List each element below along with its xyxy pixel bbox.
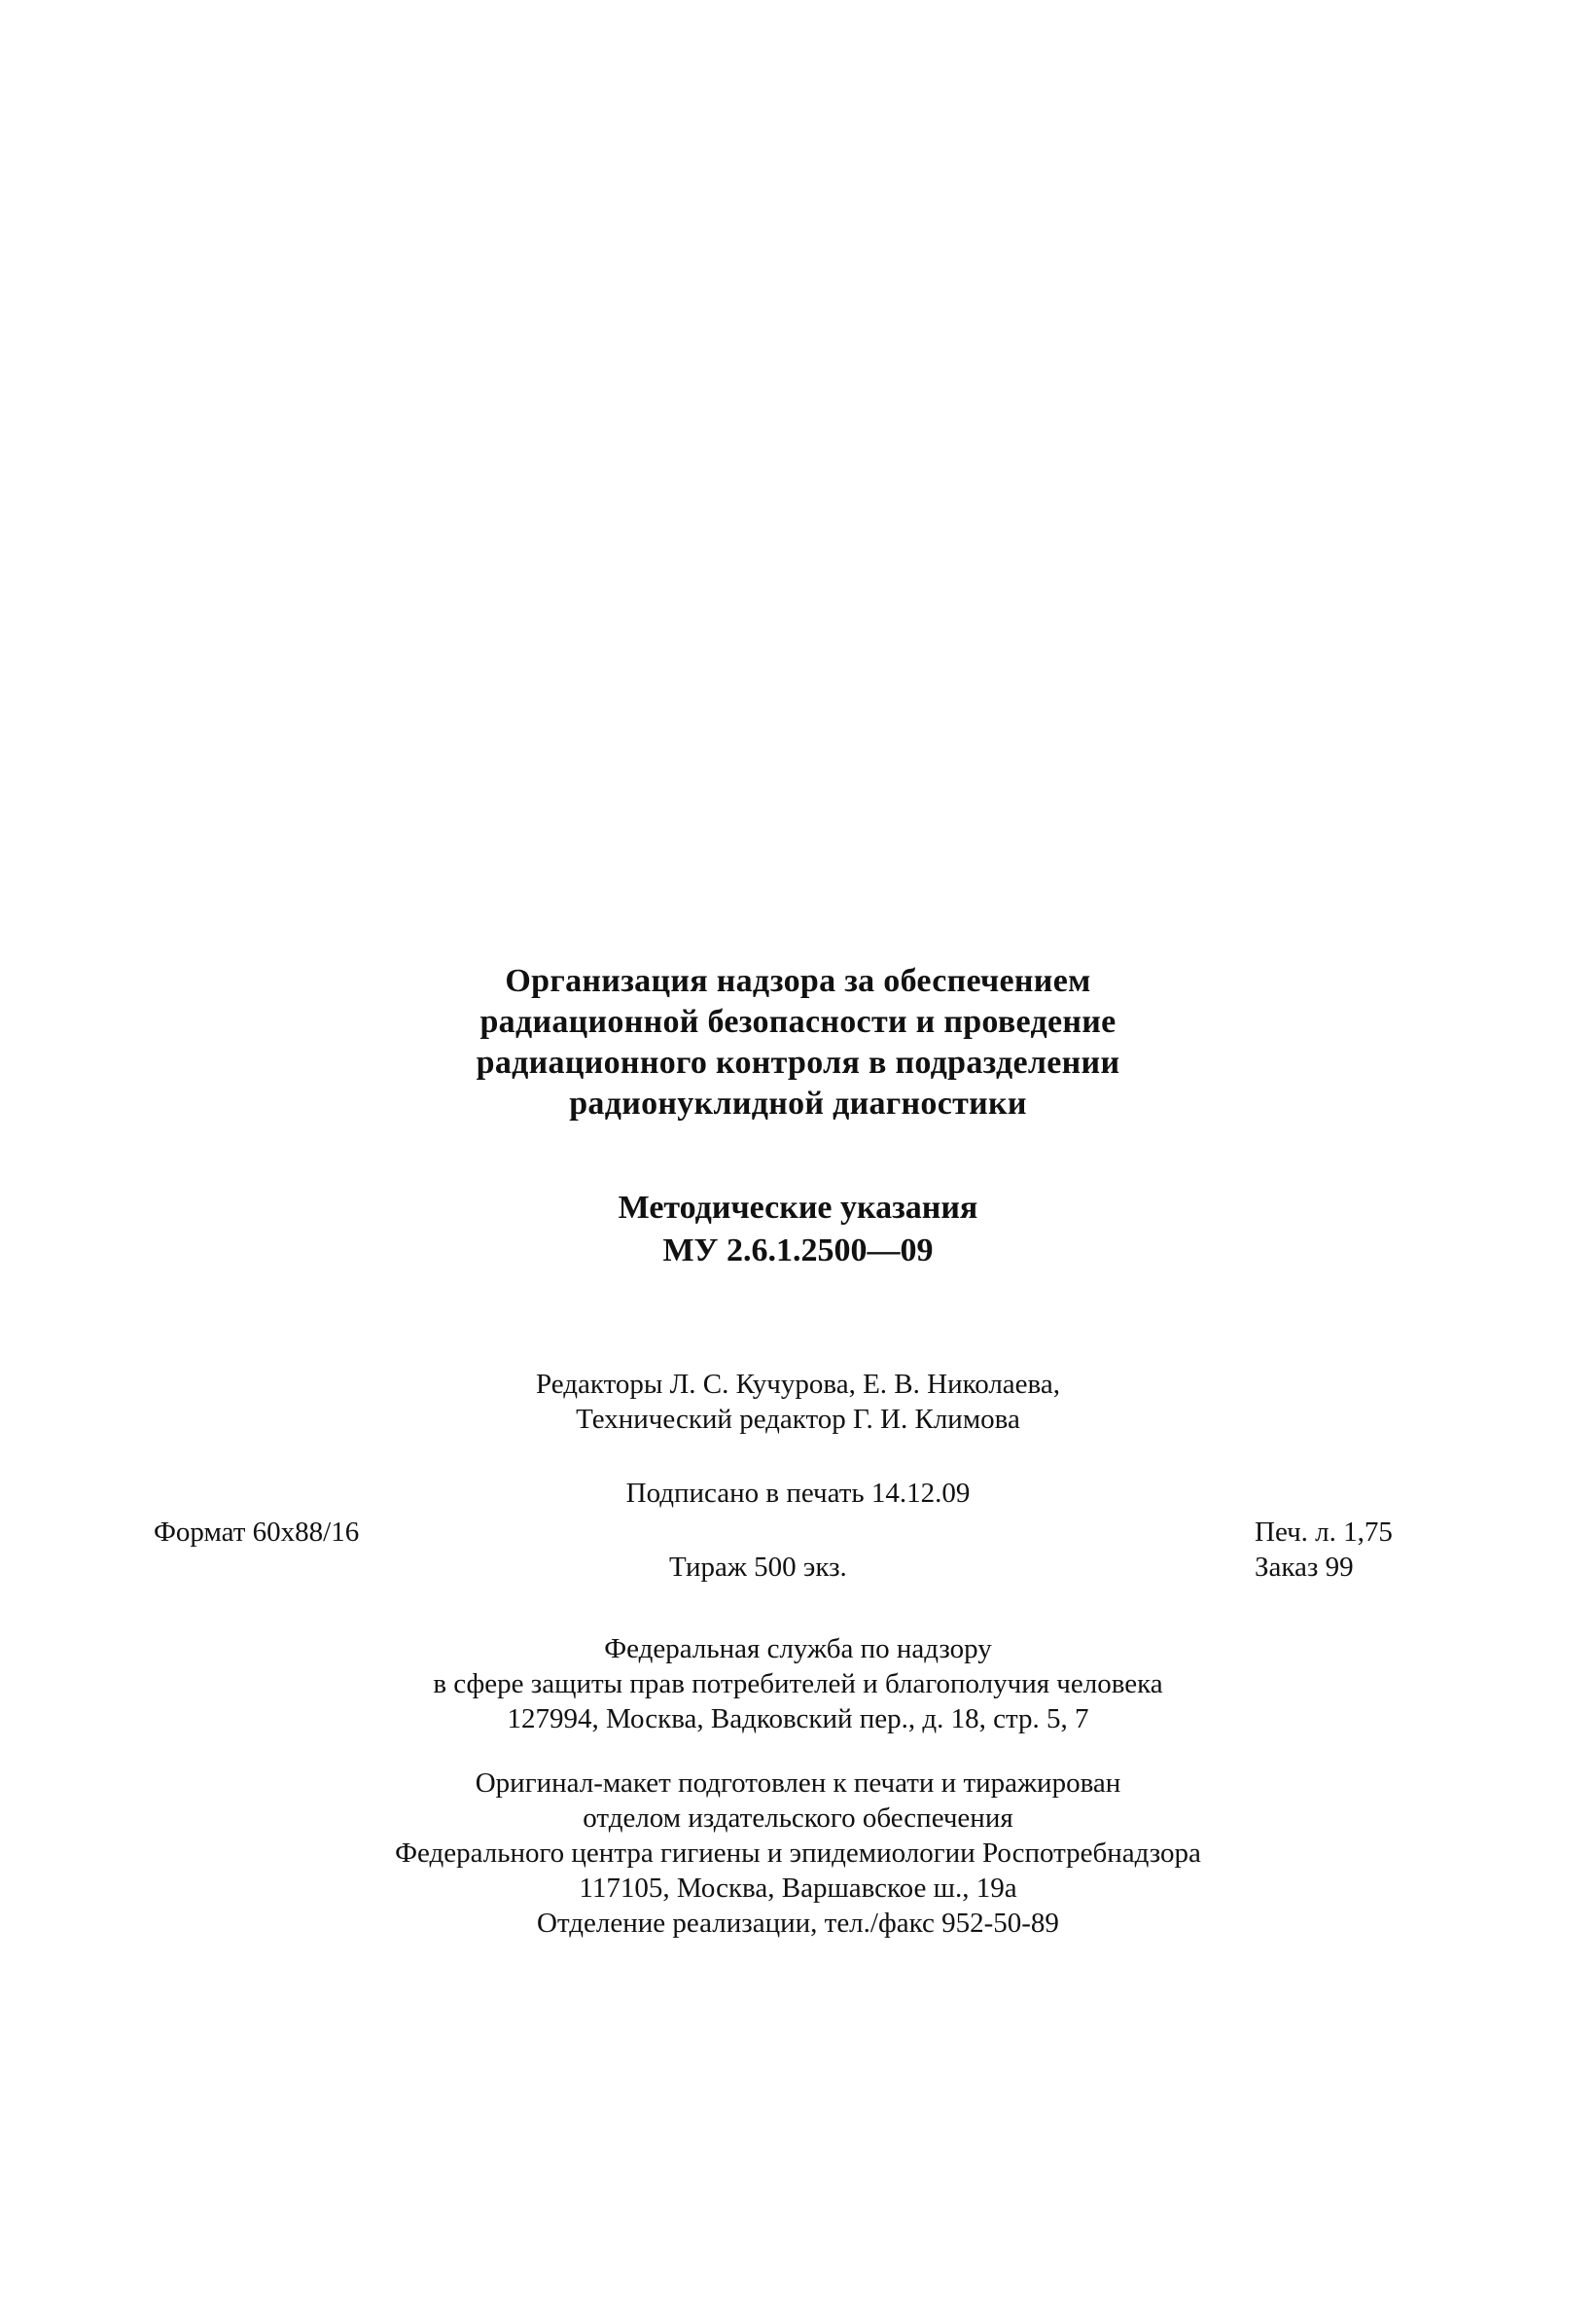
print-run: Тираж 500 экз. (669, 1552, 847, 1583)
signed-date: Подписано в печать 14.12.09 (625, 1478, 971, 1509)
title-line-1: Организация надзора за обеспечением (505, 963, 1091, 999)
document-subtitle (0, 1187, 1596, 1272)
publisher-line-2: в сфере защиты прав потребителей и благополучия человека (433, 1668, 1163, 1699)
run-row (0, 1550, 1596, 1585)
order-number: Заказ 99 (1255, 1552, 1354, 1583)
layout-address: 117105, Москва, Варшавское ш., 19а (579, 1873, 1017, 1904)
layout-info-block (0, 1766, 1596, 1941)
title-line-3: радиационного контроля в подразделении (476, 1045, 1120, 1081)
title-line-2: радиационной безопасности и проведение (479, 1004, 1117, 1040)
technical-editor-line: Технический редактор Г. И. Климова (576, 1404, 1020, 1435)
sales-contact: Отделение реализации, тел./факс 952-50-89 (537, 1908, 1059, 1939)
document-title (0, 961, 1596, 1124)
editors-block (0, 1367, 1596, 1437)
paper-format: Формат 60x88/16 (154, 1517, 360, 1548)
layout-line-1: Оригинал-макет подготовлен к печати и тиражирован (475, 1767, 1121, 1799)
signed-for-print (0, 1476, 1596, 1511)
layout-line-2: отделом издательского обеспечения (583, 1802, 1013, 1834)
format-row (0, 1515, 1596, 1550)
title-line-4: радионуклидной диагностики (569, 1086, 1027, 1122)
editors-line: Редакторы Л. С. Кучурова, Е. В. Николаева, (536, 1369, 1060, 1400)
document-code: МУ 2.6.1.2500—09 (662, 1232, 934, 1268)
publisher-line-1: Федеральная служба по надзору (604, 1633, 992, 1664)
publisher-address: 127994, Москва, Вадковский пер., д. 18, стр. 5, 7 (507, 1703, 1089, 1734)
document-type: Методические указания (618, 1190, 978, 1226)
publisher-block (0, 1631, 1596, 1736)
print-sheets: Печ. л. 1,75 (1255, 1517, 1393, 1548)
layout-line-3: Федерального центра гигиены и эпидемиологии Роспотребнадзора (395, 1838, 1201, 1869)
